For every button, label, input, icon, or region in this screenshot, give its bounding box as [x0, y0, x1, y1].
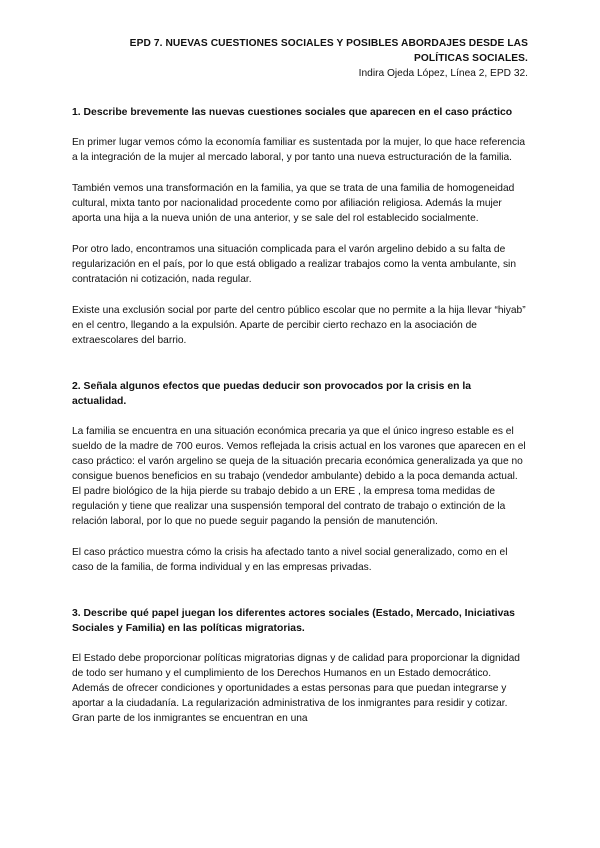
document-title: EPD 7. NUEVAS CUESTIONES SOCIALES Y POSIBLES ABORDAJES DESDE LAS POLÍTICAS SOCIALES.	[129, 38, 528, 64]
section-2-paragraph: La familia se encuentra en una situación económica precaria ya que el único ingreso estable es el sueldo de la madre de 700 euros. Vemos reflejada la crisis actual en los varones que aparecen en el caso práctico: el varón argelino se queja de la situación precaria económica generalizada ya que no consigue buenos beneficios en su trabajo (vendedor ambulante) debido a la poca demanda actual. El padre biológico de la hija pierde su trabajo debido a un ERE , la empresa toma medidas de regulación y tiene que realizar una suspensión temporal del contrato de trabajo o extinción de la relación laboral, por lo que no puede seguir pagando la pensión de manutención.	[72, 426, 526, 527]
section-1-paragraph: También vemos una transformación en la familia, ya que se trata de una familia de homogeneidad cultural, mixta tanto por nacionalidad procedente como por afiliación religiosa. Además la mujer aporta una hija a la nueva unión de una anterior, y se sale del rol establecido socialmente.	[72, 183, 515, 224]
section-2-paragraph: El caso práctico muestra cómo la crisis ha afectado tanto a nivel social generalizado, como en el caso de la familia, de forma individual y en las empresas privadas.	[72, 547, 508, 573]
document-author: Indira Ojeda López, Línea 2, EPD 32.	[358, 68, 528, 79]
section-3-heading: 3. Describe qué papel juegan los diferentes actores sociales (Estado, Mercado, Iniciativas Sociales y Familia) en las políticas migratorias.	[72, 608, 515, 634]
document-page	[72, 36, 528, 726]
section-1-paragraph: En primer lugar vemos cómo la economía familiar es sustentada por la mujer, lo que hace referencia a la integración de la mujer al mercado laboral, y por tanto una nueva estructuración de la familia.	[72, 137, 525, 163]
section-1-heading: 1. Describe brevemente las nuevas cuestiones sociales que aparecen en el caso práctico	[72, 107, 513, 118]
section-1-paragraph: Existe una exclusión social por parte del centro público escolar que no permite a la hija llevar “hiyab” en el centro, llegando a la expulsión. Aparte de percibir cierto rechazo en la asociación de extraescolares del barrio.	[72, 305, 526, 346]
section-2-heading: 2. Señala algunos efectos que puedas deducir son provocados por la crisis en la actualidad.	[72, 381, 472, 407]
section-1-paragraph: Por otro lado, encontramos una situación complicada para el varón argelino debido a su falta de regularización en el país, por lo que está obligado a realizar trabajos como la venta ambulante, sin contratación ni cotización, nada regular.	[72, 244, 516, 285]
section-3-paragraph: El Estado debe proporcionar políticas migratorias dignas y de calidad para proporcionar la dignidad de todo ser humano y el cumplimiento de los Derechos Humanos en un Estado democrático. Además de ofrecer condiciones y oportunidades a estas personas para que puedan integrarse y aportar a la ciudadanía. La regularización administrativa de los inmigrantes para residir y cotizar. Gran parte de los inmigrantes se encuentran en una	[72, 653, 520, 724]
